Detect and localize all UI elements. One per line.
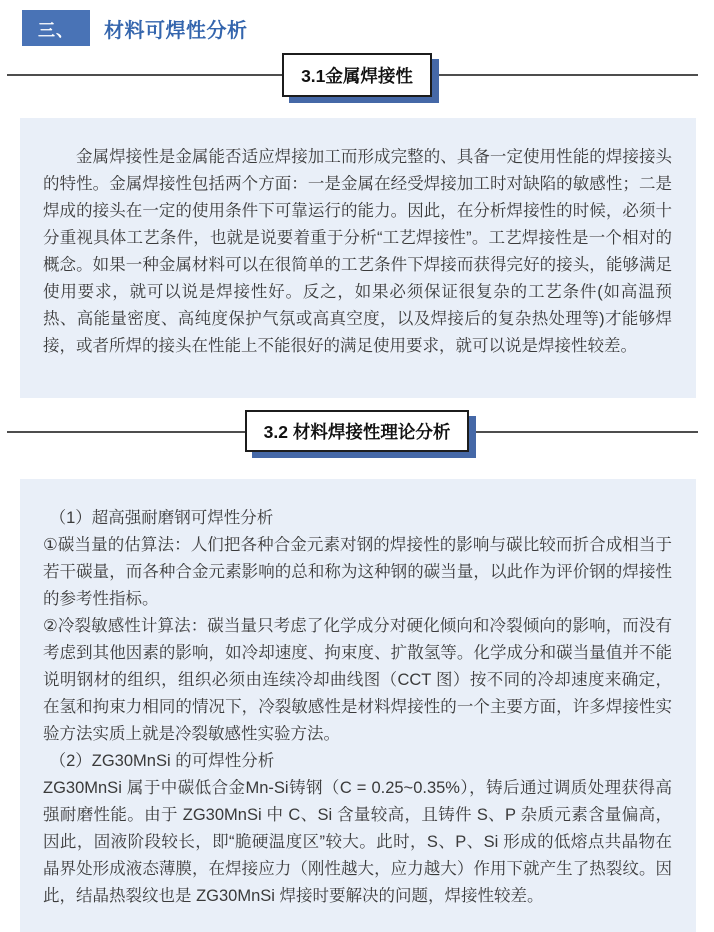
section-panel-3-2 [20,479,696,932]
subheading-2: （2）ZG30MnSi 的可焊性分析 [49,752,275,770]
paragraph: ②冷裂敏感性计算法：碳当量只考虑了化学成分对硬化倾向和冷裂倾向的影响，而没有考虑到其他因素的影响，如冷却速度、拘束度、扩散氢等。化学成分和碳当量值并不能说明钢材的组织，组织必须由连续冷却曲线图（CCT 图）按不同的冷却速度来确定，在氢和拘束力相同的情况下，冷裂敏感性是材料焊接性的一个主要方面，许多焊接性实验方法实质上就是冷裂敏感性实验方法。 [43,617,672,743]
section-badge-3-1: 3.1金属焊接性 [282,53,432,97]
paragraph: ①碳当量的估算法：人们把各种合金元素对钢的焊接性的影响与碳比较而折合成相当于若干碳量，而各种合金元素影响的总和称为这种钢的碳当量，以此作为评价钢的焊接性的参考性指标。 [43,536,672,608]
paragraph: ZG30MnSi 属于中碳低合金Mn-Si铸钢（C = 0.25~0.35%），铸后通过调质处理获得高强耐磨性能。由于 ZG30MnSi 中 C、Si 含量较高，且铸件 S、P 杂质元素含量偏高，因此，固液阶段较长，即“脆硬温度区”较大。此时，S、P、Si 形成的低熔点共晶物在晶界处形成液态薄膜，在焊接应力（刚性越大，应力越大）作用下就产生了热裂纹。因此，结晶热裂纹也是 ZG30MnSi 焊接时要解决的问题，焊接性较差。 [43,779,672,905]
section-badge-3-2: 3.2 材料焊接性理论分析 [245,410,470,452]
subheading-1: （1）超高强耐磨钢可焊性分析 [49,509,274,527]
section-number-box: 三、 [22,10,90,46]
doc-header [0,0,714,46]
paragraph: 金属焊接性是金属能否适应焊接加工而形成完整的、具备一定使用性能的焊接接头的特性。金属焊接性包括两个方面：一是金属在经受焊接加工时对缺陷的敏感性；二是焊成的接头在一定的使用条件下可靠运行的能力。因此，在分析焊接性的时候，必须十分重视具体工艺条件，也就是说要着重于分析“工艺焊接性”。工艺焊接性是一个相对的概念。如果一种金属材料可以在很简单的工艺条件下焊接而获得完好的接头，能够满足使用要求，就可以说是焊接性好。反之，如果必须保证很复杂的工艺条件(如高温预热、高能量密度、高纯度保护气氛或高真空度，以及焊接后的复杂热处理等)才能够焊接，或者所焊的接头在性能上不能很好的满足使用要求，就可以说是焊接性较差。 [43,148,672,355]
section-divider-2 [0,410,714,460]
page-title: 材料可焊性分析 [104,19,248,42]
section-panel-3-1 [20,118,696,398]
section-divider-1 [0,53,714,103]
